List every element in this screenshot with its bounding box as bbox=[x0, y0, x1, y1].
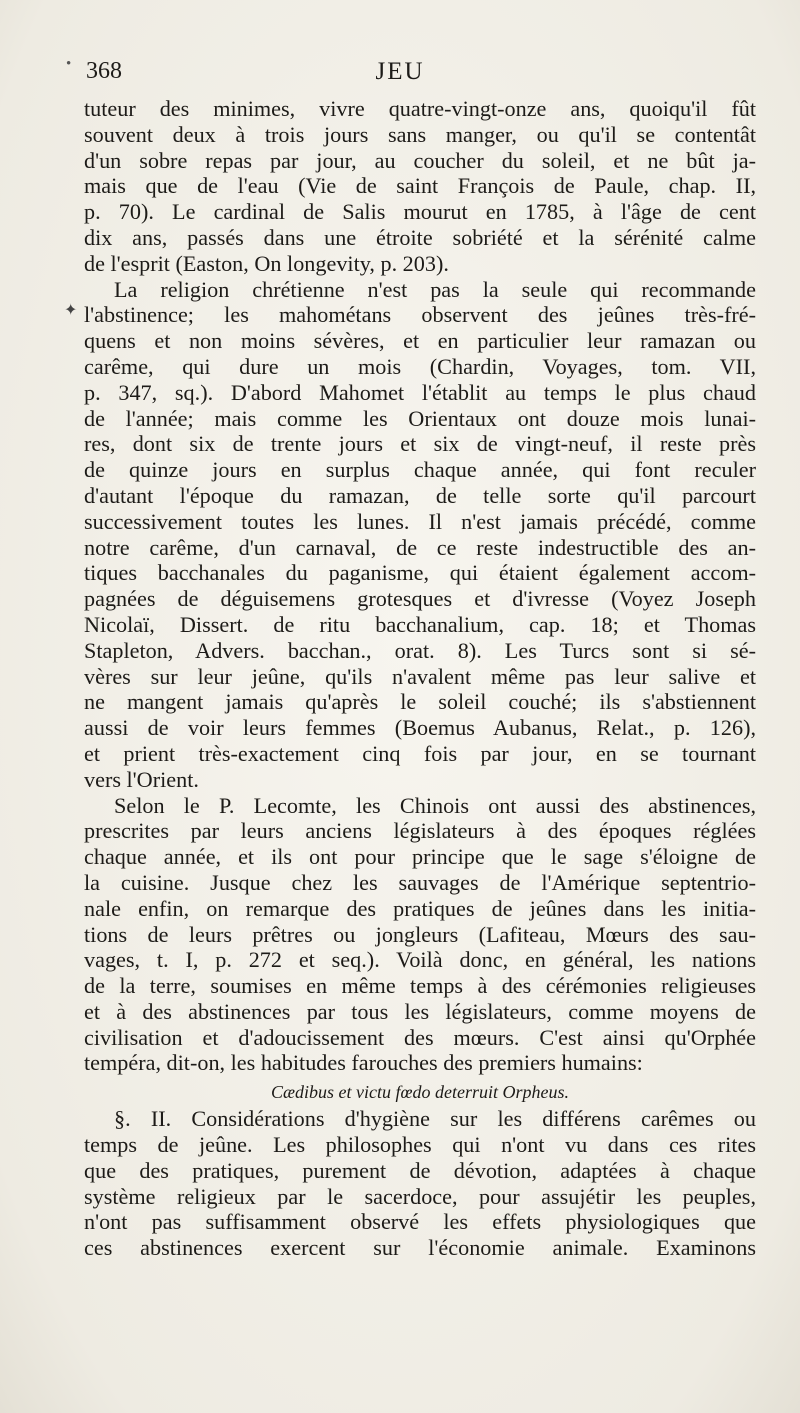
text-line: res, dont six de trente jours et six de vingt-neuf, il reste près bbox=[84, 431, 756, 457]
text-line: dix ans, passés dans une étroite sobriété et la sérénité calme bbox=[84, 224, 756, 250]
text-line: prescrites par leurs anciens législateurs à des époques réglées bbox=[84, 818, 756, 844]
text-line: ces abstinences exercent sur l'économie animale. Examinons bbox=[84, 1235, 756, 1261]
text-line: quens et non moins sévères, et en particulier leur ramazan ou bbox=[84, 328, 756, 354]
text-line: système religieux par le sacerdoce, pour assujétir les peuples, bbox=[84, 1183, 756, 1209]
running-title: JEU bbox=[375, 58, 425, 85]
text-line: p. 347, sq.). D'abord Mahomet l'établit au temps le plus chaud bbox=[84, 379, 756, 405]
text-line: p. 70). Le cardinal de Salis mourut en 1785, à l'âge de cent bbox=[84, 199, 756, 225]
text-line: ne mangent jamais qu'après le soleil couché; ils s'abstiennent bbox=[84, 689, 756, 715]
text-line: de la terre, soumises en même temps à des cérémonies religieuses bbox=[84, 973, 756, 999]
text-line: vages, t. I, p. 272 et seq.). Voilà donc, en général, les nations bbox=[84, 947, 756, 973]
text-line: Nicolaï, Dissert. de ritu bacchanalium, cap. 18; et Thomas bbox=[84, 611, 756, 637]
text-line: successivement toutes les lunes. Il n'est jamais précédé, comme bbox=[84, 508, 756, 534]
text-line: La religion chrétienne n'est pas la seule qui recommande bbox=[114, 276, 756, 302]
text-line: tuteur des minimes, vivre quatre-vingt-onze ans, quoiqu'il fût bbox=[84, 96, 756, 121]
text-line: tiques bacchanales du paganisme, qui étaient également accom- bbox=[84, 560, 756, 586]
section-heading-line: §. II. Considérations d'hygiène sur les différens carêmes ou bbox=[114, 1106, 756, 1132]
text-line: vères sur leur jeûne, qu'ils n'avalent même pas leur salive et bbox=[84, 663, 756, 689]
text-line: que des pratiques, purement de dévotion, adaptées à chaque bbox=[84, 1157, 756, 1183]
text-line: Stapleton, Advers. bacchan., orat. 8). Les Turcs sont si sé- bbox=[84, 637, 756, 663]
text-line: de l'esprit (Easton, On longevity, p. 203). bbox=[84, 250, 449, 276]
text-line: notre carême, d'un carnaval, de ce reste indestructible des an- bbox=[84, 534, 756, 560]
text-line: pagnées de déguisemens grotesques et d'ivresse (Voyez Joseph bbox=[84, 586, 756, 612]
text-line: carême, qui dure un mois (Chardin, Voyages, tom. VII, bbox=[84, 353, 756, 379]
paragraph-1 bbox=[84, 96, 756, 277]
paragraph-3 bbox=[84, 793, 756, 1077]
text-line: tempéra, dit-on, les habitudes farouches des premiers humains: bbox=[84, 1050, 643, 1076]
text-line: de l'année; mais comme les Orientaux ont douze mois lunai- bbox=[84, 405, 756, 431]
text-line: aussi de voir leurs femmes (Boemus Aubanus, Relat., p. 126), bbox=[84, 715, 756, 741]
section-ii bbox=[84, 1106, 756, 1261]
page-header bbox=[0, 58, 800, 92]
text-line: souvent deux à trois jours sans manger, ou qu'il se contentât bbox=[84, 121, 756, 147]
text-line: Selon le P. Lecomte, les Chinois ont aussi des abstinences, bbox=[114, 792, 756, 818]
text-line: nale enfin, on remarque des pratiques de jeûnes dans les initia- bbox=[84, 895, 756, 921]
margin-mark-icon: ✦ bbox=[64, 302, 78, 319]
text-line: temps de jeûne. Les philosophes qui n'ont vu dans ces rites bbox=[84, 1132, 756, 1158]
paragraph-2 bbox=[84, 277, 756, 793]
text-line: et à des abstinences par tous les législateurs, comme moyens de bbox=[84, 998, 756, 1024]
text-line: vers l'Orient. bbox=[84, 766, 199, 792]
text-line: n'ont pas suffisamment observé les effets physiologiques que bbox=[84, 1209, 756, 1235]
text-line: chaque année, et ils ont pour principe que le sage s'éloigne de bbox=[84, 844, 756, 870]
body-text bbox=[84, 96, 756, 1261]
text-line: la cuisine. Jusque chez les sauvages de l'Amérique septentrio- bbox=[84, 869, 756, 895]
text-line: d'un sobre repas par jour, au coucher du soleil, et ne bût ja- bbox=[84, 147, 756, 173]
text-line: mais que de l'eau (Vie de saint François de Paule, chap. II, bbox=[84, 173, 756, 199]
text-line: et prient très-exactement cinq fois par jour, en se tournant bbox=[84, 740, 756, 766]
text-line: d'autant l'époque du ramazan, de telle sorte qu'il parcourt bbox=[84, 482, 756, 508]
text-line: l'abstinence; les mahométans observent des jeûnes très-fré- bbox=[84, 302, 756, 328]
text-line: de quinze jours en surplus chaque année, qui font reculer bbox=[84, 457, 756, 483]
page-number: • 368 bbox=[86, 58, 122, 85]
latin-quote: Cædibus et victu fœdo deterruit Orpheus. bbox=[271, 1082, 569, 1103]
text-line: tions de leurs prêtres ou jongleurs (Lafiteau, Mœurs des sau- bbox=[84, 921, 756, 947]
text-line: civilisation et d'adoucissement des mœurs. C'est ainsi qu'Orphée bbox=[84, 1024, 756, 1050]
